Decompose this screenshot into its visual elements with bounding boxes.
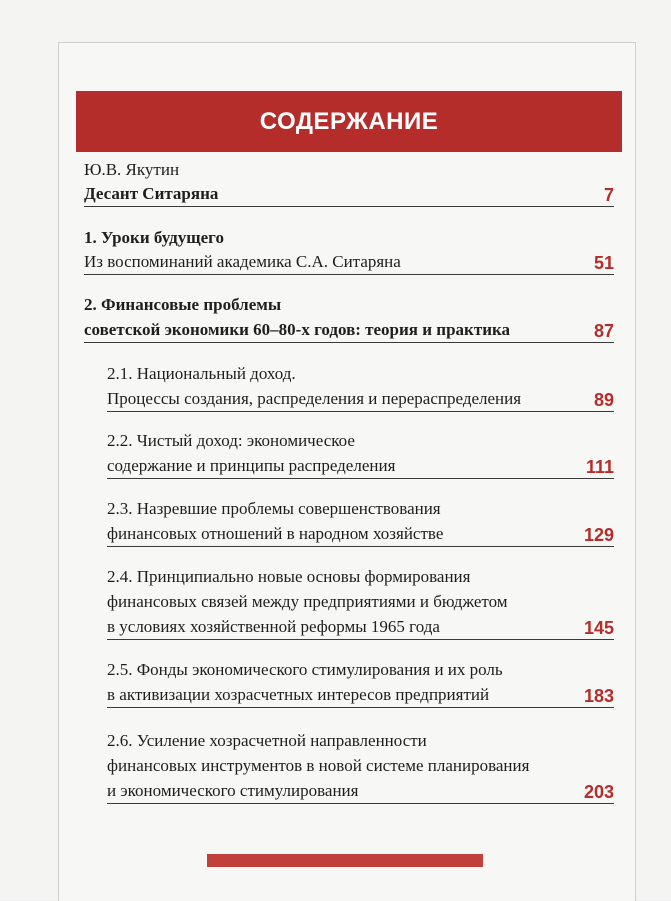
- entry-title-line-1: 2.1. Национальный доход.: [107, 364, 296, 383]
- bottom-decorative-bar: [207, 854, 483, 867]
- entry-underline: [84, 342, 614, 343]
- page-number: 145: [583, 618, 614, 638]
- entry-underline: [107, 478, 614, 479]
- page-number: 129: [583, 525, 614, 545]
- entry-underline: [107, 803, 614, 804]
- entry-title-line-2: финансовых инструментов в новой системе планирования: [107, 756, 530, 775]
- page-number: 7: [603, 185, 614, 205]
- entry-title-line-1: 2. Финансовые проблемы: [84, 295, 282, 314]
- entry-author: Ю.В. Якутин: [84, 160, 180, 179]
- entry-title-line-1: 2.3. Назревшие проблемы совершенствования: [107, 499, 441, 518]
- entry-title-line-2: финансовых связей между предприятиями и бюджетом: [107, 592, 508, 611]
- entry-underline: [107, 639, 614, 640]
- entry-subtitle: Из воспоминаний академика С.А. Ситаряна: [84, 252, 401, 271]
- contents-banner: [76, 91, 622, 152]
- entry-title-line-1: 2.2. Чистый доход: экономическое: [107, 431, 355, 450]
- entry-title-line-2: финансовых отношений в народном хозяйстве: [107, 524, 444, 543]
- entry-title-line-1: 2.4. Принципиально новые основы формирования: [107, 567, 471, 586]
- page-number: 87: [593, 321, 614, 341]
- page-title: СОДЕРЖАНИЕ: [259, 107, 439, 135]
- page-number: 183: [583, 686, 614, 706]
- page-number: 51: [593, 253, 614, 273]
- entry-title-line-2: в активизации хозрасчетных интересов предприятий: [107, 685, 490, 704]
- entry-title-line-3: в условиях хозяйственной реформы 1965 года: [107, 617, 440, 636]
- entry-title: 1. Уроки будущего: [84, 228, 224, 247]
- entry-underline: [107, 707, 614, 708]
- entry-title-line-2: содержание и принципы распределения: [107, 456, 396, 475]
- page-number: 89: [593, 390, 614, 410]
- page-number: 203: [583, 782, 614, 802]
- entry-title-line-1: 2.5. Фонды экономического стимулирования и их роль: [107, 660, 503, 679]
- entry-title-line-3: и экономического стимулирования: [107, 781, 359, 800]
- entry-title-line-1: 2.6. Усиление хозрасчетной направленности: [107, 731, 427, 750]
- entry-title-line-2: Процессы создания, распределения и перераспределения: [107, 389, 522, 408]
- entry-underline: [107, 546, 614, 547]
- entry-title: Десант Ситаряна: [84, 184, 219, 203]
- entry-underline: [107, 411, 614, 412]
- entry-underline: [84, 206, 614, 207]
- page-number: 111: [585, 457, 614, 477]
- entry-title-line-2: советской экономики 60–80-х годов: теория и практика: [84, 320, 511, 339]
- entry-underline: [84, 274, 614, 275]
